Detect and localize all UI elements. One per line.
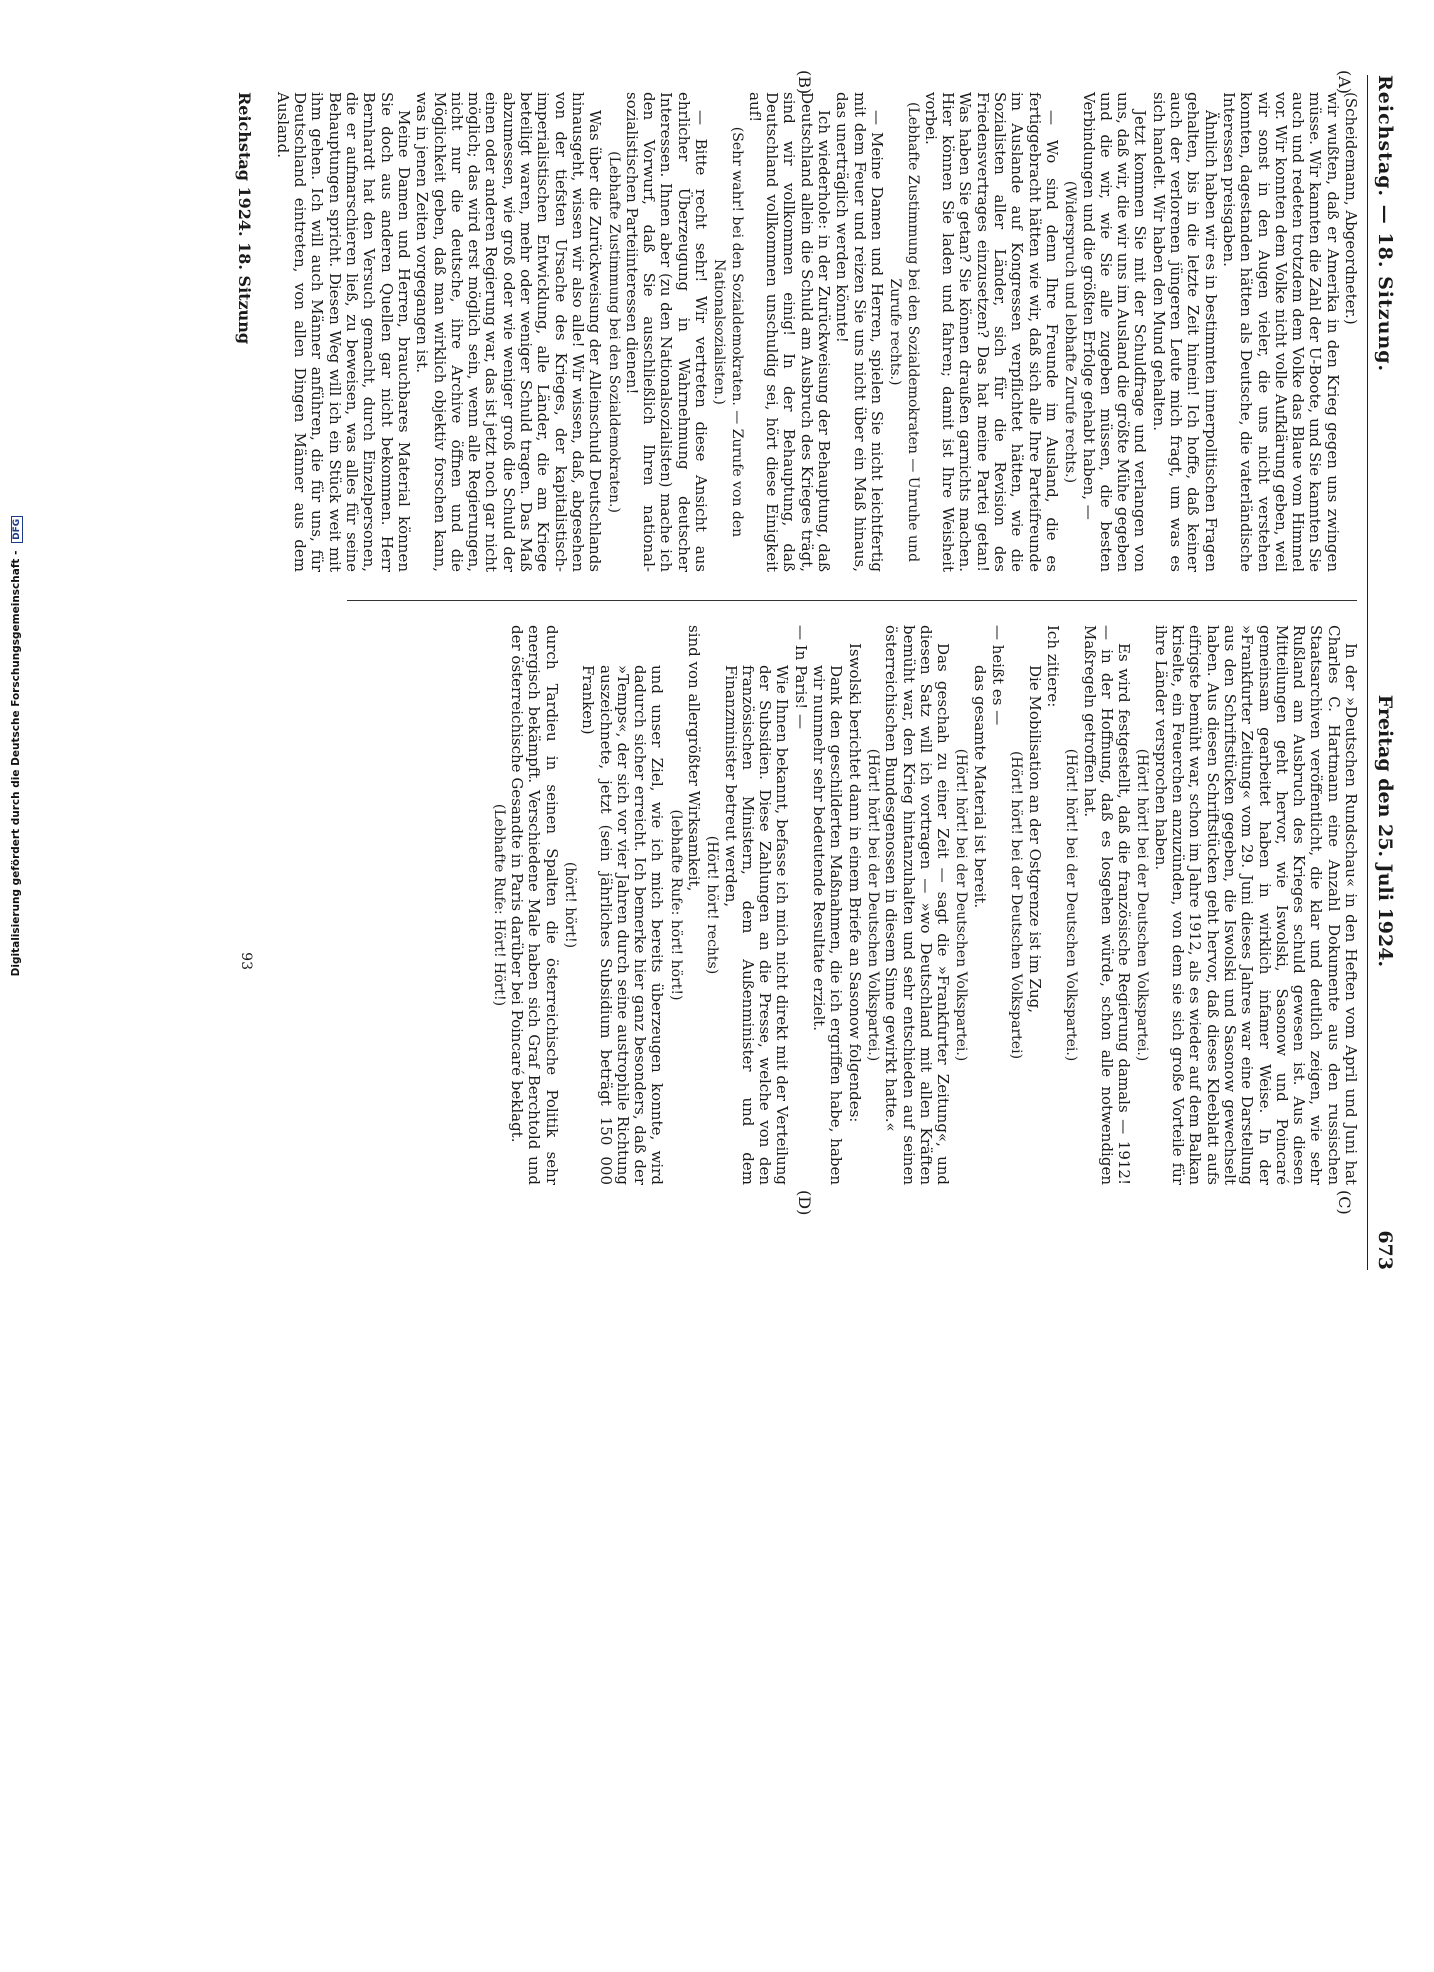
header-right	[1374, 695, 1396, 1270]
paragraph: sind von allergrößter Wirksamkeit,	[685, 625, 704, 892]
digitization-credit	[0, 972, 1000, 1000]
paragraph: (Hört! hört! bei der Deutschen Volkspartei.)	[1063, 748, 1080, 1062]
paragraph: — In Paris! —	[791, 625, 810, 729]
paragraph: das gesamte Material ist bereit.	[970, 665, 989, 909]
paragraph: Das geschah zu einer Zeit — sagt die »Frankfurter Zeitung«, und diesen Satz will ich vortragen — »wo Deutschland mit allen Kräften bemüht war, den Krieg hintanzuhalten und sehr entschieden auf seinen österreichischen Bundesgenossen in diesem Sinne gewirkt hatte.«	[882, 625, 953, 1185]
footer-signature: Reichstag 1924. 18. Sitzung	[235, 92, 254, 345]
paragraph: (Widerspruch und lebhafte Zurufe rechts.)	[1062, 180, 1079, 484]
left-column	[273, 92, 1359, 572]
paragraph: — Meine Damen und Herren, spielen Sie nicht leichtfertig mit dem Feuer und reizen Sie uns nicht über ein Maß hinaus, das unerträglich werden könnte!	[833, 92, 886, 572]
page-number: 673	[1374, 1230, 1396, 1270]
paragraph: Dank den geschilderten Maßnahmen, die ich ergriffen habe, haben wir nunmehr sehr bedeutende Resultate erzielt.	[810, 665, 846, 1185]
paragraph: Ähnlich haben wir es in bestimmten innerpolitischen Fragen gehalten, bis in die letzte Zeit hinein! Ich hoffe, daß keiner auch der verlorenen jüngeren Leute mich fragt, um was es sich handelt. Wir haben den Mund gehalten.	[1149, 92, 1220, 572]
credit-strip	[0, 0, 20, 1000]
paragraph: (Hört! hört! bei der Deutschen Volkspartei)	[1008, 750, 1025, 1060]
column-rule	[347, 600, 1357, 601]
paragraph: Meine Damen und Herren, brauchbares Material können Sie doch aus anderen Quellen gar nicht bekommen. Herr Bernhardt hat den Versuch gemacht, durch Einzelpersonen, die er aufmarschieren ließ, zu beweisen, was alles für seine Behauptungen spricht. Diesen Weg will ich ein Stück weit mit ihm gehen. Ich will auch Männer anführen, die für uns, für Deutschland eintreten, von allen Dingen Männer aus dem Ausland.	[273, 92, 413, 572]
paragraph: Wie Ihnen bekannt, befasse ich mich nicht direkt mit der Verteilung der Subsidien. Diese Zahlungen an die Presse, welche von den französischen Ministern, dem Außenminister und dem Finanzminister betreut werden,	[721, 665, 792, 1185]
right-column	[488, 625, 1359, 1185]
paragraph: Ich zitiere:	[1043, 625, 1062, 708]
paragraph: In der »Deutschen Rundschau« in den Heften vom April und Juni hat Charles C. Hartmann eine Anzahl Dokumente aus den russischen Staatsarchiven veröffentlicht, die klar und deutlich zeigen, wie sehr Rußland am Ausbruch des Krieges schuld gewesen ist. Aus diesen Mitteilungen geht hervor, wie Iswolski, Sasonow und Poincaré gemeinsam gearbeitet haben in wirklich infamer Weise. In der »Frankfurter Zeitung« vom 29. Juni dieses Jahres war eine Darstellung aus den Schriftstücken gegeben, die Iswolski und Sasonow gewechselt haben. Aus diesen Schriftstücken geht hervor, daß dieses Kleeblatt aufs eifrigste bemüht war, schon im Jahre 1912, als es wieder auf dem Balkan kriselte, ein Feuerchen anzuzünden, von dem sie sich große Vorteile für ihre Länder versprochen haben.	[1151, 625, 1360, 1185]
paragraph: Die Mobilisation an der Ostgrenze ist im Zug,	[1025, 665, 1044, 1013]
margin-mark-c: (C)	[1335, 1190, 1354, 1215]
paragraph: (Lebhafte Rufe: Hört! Hört!)	[490, 803, 507, 1007]
paragraph: — Wo sind denn Ihre Freunde im Ausland, die es fertiggebracht hätten wie wir, daß sich alle Ihre Parteifreunde im Auslande auf Kongressen verpflichtet hätten, wie die Sozialisten aller Länder, sich für die Revision des Friedensvertrages einzusetzen? Das hat meine Partei getan! Was haben Sie getan? Sie können draußen garnichts machen. Hier können Sie laden und fahren; damit ist Ihre Weisheit vorbei.	[921, 92, 1061, 572]
paragraph: Ich wiederhole: in der Zurückweisung der Behauptung, daß Deutschland allein die Schuld am Ausbruch des Krieges trägt, sind wir vollkommen einig! In der Behauptung, daß Deutschland vollkommen unschuldig sei, hört diese Einigkeit auf!	[745, 92, 834, 572]
paragraph: — heißt es —	[989, 625, 1008, 726]
paragraph: (Scheidemann, Abgeordneter.)	[1342, 92, 1360, 325]
paragraph: (lebhafte Rufe: hört! hört!)	[667, 809, 684, 1001]
margin-mark-b: (B)	[795, 70, 814, 95]
margin-mark-a: (A)	[1335, 70, 1354, 95]
paragraph: (Hört! hört! bei der Deutschen Volkspartei.)	[864, 748, 881, 1062]
paragraph: (Lebhafte Zustimmung bei den Sozialdemokraten — Unruhe und Zurufe rechts.)	[887, 101, 921, 563]
paragraph: durch Tardieu in seinen Spalten die österreichische Politik sehr energisch bekämpft. Verschiedene Male haben sich Graf Berchtold und der österreichische Gesandte in Paris darüber bei Poincaré beklagt.	[508, 625, 561, 1185]
paragraph: Es wird festgestellt, daß die französische Regierung damals — 1912! — in der Hoffnung, daß es losgehen würde, schon alle notwendigen Maßregeln getroffen hat.	[1080, 625, 1134, 1185]
paragraph: wir wußten, daß er Amerika in den Krieg gegen uns zwingen müsse. Wir kannten die Zahl der U-Boote, und Sie kannten Sie auch und redeten trotzdem dem Volke das Blaue vom Himmel vor. Wir konnten dem Volke nicht volle Aufklärung geben, weil wir sonst in den Augen vieler, die uns nicht verstehen konnten, dagestanden hätten als Deutsche, die vaterländische Interessen preisgaben.	[1219, 92, 1342, 572]
paragraph: (Hört! hört! bei der Deutschen Volkspartei.)	[1134, 748, 1151, 1062]
paragraph: Iswolski berichtet dann in einem Briefe an Sasonow folgendes:	[845, 643, 864, 1123]
header-date: Freitag den 25. Juli 1924.	[1374, 694, 1396, 968]
paragraph: (Sehr wahr! bei den Sozialdemokraten. — Zurufe von den Nationalsozialisten.)	[711, 126, 745, 538]
paragraph: — Bitte recht sehr! Wir vertreten diese Ansicht aus ehrlicher Überzeugung in Wahrnehmung deutscher Interessen. Ihnen aber (zu den Nationalsozialisten) mache ich den Vorwurf, daß Sie ausschließlich Ihren national-sozialistischen Parteiinteressen dienen!	[622, 92, 711, 572]
margin-mark-d: (D)	[795, 1190, 814, 1216]
credit-text: Digitalisierung gefördert durch die Deutsche Forschungsgemeinschaft -	[10, 550, 22, 977]
paragraph: (hört! hört!)	[561, 861, 578, 949]
header-left: Reichstag. — 18. Sitzung.	[1374, 75, 1396, 373]
paragraph: und unser Ziel, wie ich mich bereits überzeugen konnte, wird dadurch sicher erreicht. Ich bemerke hier ganz besonders, daß der »Temps«, der sich vor vier Jahren durch seine austrophile Richtung auszeichnete, jetzt (sein jährliches Subsidium beträgt 150 000 Franken)	[579, 665, 667, 1185]
paragraph: (Hört! hört! bei der Deutschen Volkspartei.)	[953, 748, 970, 1062]
paragraph: (Lebhafte Zustimmung bei den Sozialdemokraten.)	[605, 151, 622, 513]
header-rule	[1367, 75, 1368, 1270]
paragraph: Was über die Zurückweisung der Alleinschuld Deutschlands hinausgeht, wissen wir also alle! Wir wissen, daß, abgesehen von der tiefsten Ursache des Krieges, der kapitalistisch-imperialistischen Entwicklung, alle Länder, die am Kriege beteiligt waren, mehr oder weniger Schuld tragen. Das Maß abzumessen, wie groß oder wie weniger groß die Schuld der einen oder anderen Regierung war, das ist jetzt noch gar nicht möglich; das wird erst möglich sein, wenn alle Regierungen, nicht nur die deutsche, ihre Archive öffnen und die Möglichkeit geben, daß man wirklich objektiv forschen kann, was in jenen Zeiten vorgegangen ist.	[413, 92, 605, 572]
dfg-logo: DFG	[11, 516, 23, 543]
paragraph: Jetzt kommen Sie mit der Schuldfrage und verlangen von uns, daß wir, die wir uns im Ausland die größte Mühe gegeben und die wir, wie Sie alle zugeben müssen, die besten Verbindungen und die größten Erfolge gehabt haben, —	[1079, 92, 1150, 572]
paragraph: (Hört! hört! rechts)	[704, 835, 721, 975]
running-header	[1370, 75, 1396, 1270]
footer-page-number: 93	[238, 952, 254, 970]
